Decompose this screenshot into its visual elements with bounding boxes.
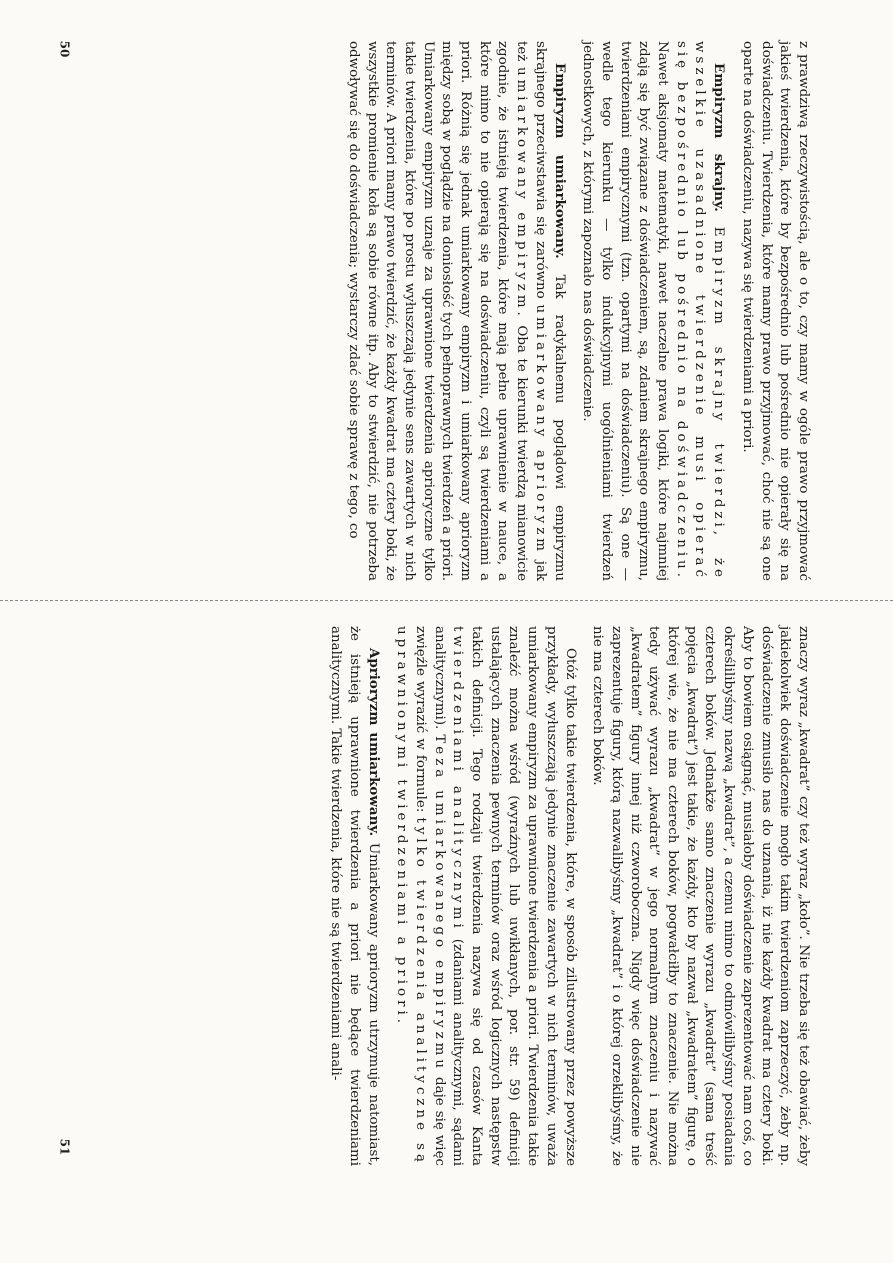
paragraph-text: Tak radykalnemu poglądowi empiryzmu skrajnego przeciwstawia się zarówno	[532, 41, 567, 582]
spaced-emphasis-analytic-statements: twierdzeniami analitycznymi	[450, 626, 466, 932]
paragraph-analytic-statements	[392, 626, 579, 1166]
paragraph-text: jak też	[514, 41, 548, 581]
book-page-51	[60, 626, 812, 1166]
page-number-right: 51	[57, 1138, 72, 1156]
paragraph-square-example	[588, 626, 812, 1166]
paragraph-text: znaczy wyraz „kwadrat” czy też wyraz „koło”. Nie trzeba się też obawiać, żeby jakiekolwiek doświadczenie mogło takim twierdzeniom zaprzeczyć, żeby np. doświadczenie zmusiło nas do uznania, iż nie każdy kwadrat ma cztery boki. Aby to bowiem osiągnąć, musiałoby doświadczenie zaprezentować nam coś, co określilibyśmy nazwą „kwadrat”, a czemu mimo to odmówilibyśmy posiadania czterech boków. Jednakże samo znaczenie wyrazu „kwadrat” (sama treść pojęcia „kwadrat”) jest takie, że każdy, kto by nazwał „kwadratem” figurę, o której wie, że nie ma czterech boków, pogwałciłby to znaczenie. Nie można tedy używać wyrazu „kwadrat” w jego normalnym znaczeniu i nazywać „kwadratem” figury innej niż czworoboczna. Nigdy więc doświadczenie nie zaprezentuje figury, którą nazwalibyśmy „kwadrat” i o której orzeklibyśmy, że nie ma czterech boków.	[590, 626, 811, 1166]
paragraph-moderate-apriorism	[325, 626, 382, 1166]
section-heading-moderate-empiricism: Empiryzm umiarkowany.	[551, 63, 568, 259]
paragraph-text: Oba te kierunki twierdzą mianowicie zgodnie, że istnieją twierdzenia, które mają pełne uprawnienie w nauce, a które mimo to nie opierają się na doświadczeniu, czyli są twierdzeniami a priori. Różnią się jednak umiarkowany empiryzm i umiarkowany aprioryzm między sobą w poglądzie na doniosłość tych pełnoprawnych twierdzeń a priori. Umiarkowany empiryzm uznaje za uprawnione twierdzenia aprioryczne tylko takie twierdzenia, które po prostu wyłuszczają jedynie sens zawartych w nich terminów. A priori mamy prawo twierdzić, że każdy kwadrat ma cztery boki, że wszystkie promienie koła są sobie równe itp. Aby to stwierdzić, nie potrzeba odwoływać się do doświadczenia; wystarczy zdać sobie sprawę z tego, co	[345, 41, 530, 581]
paragraph-moderate-empiricism	[343, 41, 568, 581]
spaced-emphasis-thesis: Empiryzm skrajny twierdzi, że wszelkie uzasadnione twierdzenie musi opierać się bezpośrednio lub pośrednio na doświadczeniu.	[673, 41, 727, 581]
paragraph-extreme-empiricism	[578, 41, 729, 581]
paragraph-text: (zdaniami analitycznymi, sądami analitycznymi).	[431, 626, 466, 1166]
paragraph-intro	[737, 41, 812, 581]
section-heading-extreme-empiricism: Empiryzm skrajny.	[711, 63, 728, 212]
spaced-emphasis-thesis-label: Teza umiarkowanego empiryzmu	[431, 734, 447, 1072]
spaced-emphasis-moderate-apriorism: umiarkowany aprioryzm	[532, 304, 548, 556]
book-page-50	[60, 41, 812, 581]
paragraph-text: daje się więc zwięźle wyrazić w formule:	[412, 626, 447, 1166]
section-heading-moderate-apriorism: Aprioryzm umiarkowany.	[365, 648, 382, 837]
spaced-emphasis-formula: tylko twierdzenia analityczne są uprawnionymi twierdzeniami a priori.	[394, 626, 428, 1166]
paragraph-text: Umiarkowany aprioryzm utrzymuje natomiast, że istnieją uprawnione twierdzenia a priori nie będące twierdzeniami analitycznymi. Takie twierdzenia, które nie są twierdzeniami anali-	[328, 626, 381, 1167]
paragraph-text: Nawet aksjomaty matematyki, nawet naczelne prawa logiki, które najmniej zdają się być związane z doświadczeniem, są, zdaniem skrajnego empiryzmu, twierdzeniami empirycznymi (tzn. opartymi na doświadczeniu). Są one — wedle tego kierunku — tylko indukcyjnymi uogólnieniami twierdzeń jednostkowych, z którymi zapoznało nas doświadczenie.	[580, 41, 671, 581]
paragraph-intro-text: z prawdziwą rzeczywistością, ale o to, czy mamy w ogóle prawo przyjmować jakieś twierdzenia, które by bezpośrednio lub pośrednio nie opierały się na doświadczeniu. Twierdzenia, które mamy prawo przyjmować, choć nie są one oparte na doświadczeniu, nazywa się twierdzeniami a priori.	[739, 41, 811, 581]
page-fold-line	[0, 600, 893, 601]
page-number-left: 50	[57, 40, 72, 58]
paragraph-text: Otóż tylko takie twierdzenia, które, w sposób zilustrowany przez powyższe przykłady, wyłuszczają jedynie znaczenie zawartych w nich terminów, uważa umiarkowany empiryzm za uprawnione twierdzenia a priori. Twierdzenia takie znaleźć można wśród (wyraźnych lub uwikłanych, por. str. 59) definicji ustalających znaczenia pewnych terminów oraz wśród logicznych następstw takich definicji. Tego rodzaju twierdzenia nazywa się od czasów Kanta	[469, 626, 578, 1166]
spaced-emphasis-moderate-empiricism: umiarkowany empiryzm.	[514, 66, 530, 320]
